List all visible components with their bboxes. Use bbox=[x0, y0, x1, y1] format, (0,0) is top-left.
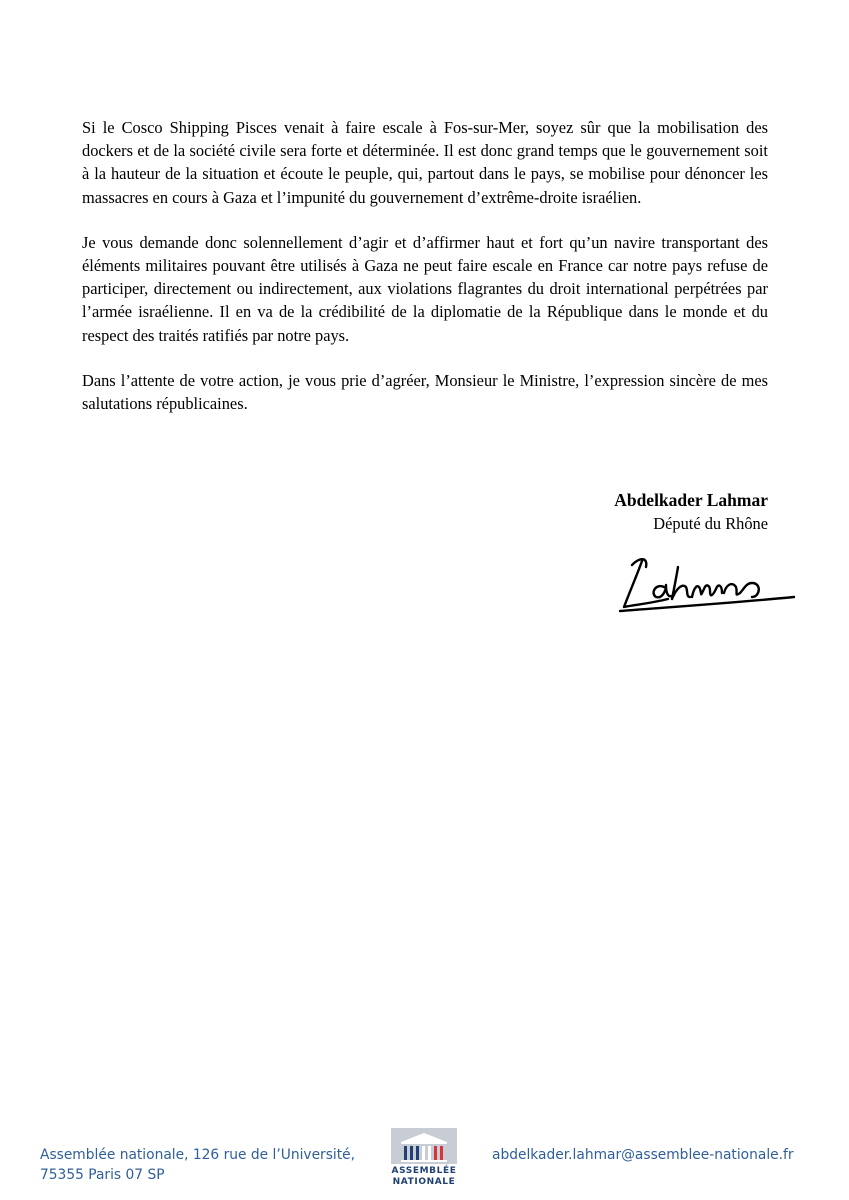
paragraph-salutations: Dans l’attente de votre action, je vous prie d’agréer, Monsieur le Ministre, l’expression sincère de mes salutations républicaines. bbox=[82, 370, 768, 414]
address-line-1: Assemblée nationale, 126 rue de l’Université, bbox=[40, 1147, 356, 1163]
footer-email[interactable]: abdelkader.lahmar@assemblee-nationale.fr bbox=[492, 1147, 794, 1163]
footer-address bbox=[40, 1145, 355, 1185]
handwritten-signature bbox=[612, 553, 797, 615]
logo-line-2: NATIONALE bbox=[392, 1177, 456, 1187]
signatory-role: Député du Rhône bbox=[653, 514, 768, 533]
signature-block bbox=[614, 488, 768, 536]
hemicycle-icon bbox=[391, 1128, 457, 1164]
paragraph-mobilisation: Si le Cosco Shipping Pisces venait à faire escale à Fos-sur-Mer, soyez sûr que la mobilisation des dockers et de la société civile sera forte et déterminée. Il est donc grand temps que le gouvernement soit à la hauteur de la situation et écoute le peuple, qui, partout dans le pays, se mobilise pour dénoncer les massacres en cours à Gaza et l’impunité du gouvernement d’extrême-droite israélien. bbox=[82, 118, 768, 207]
signatory-name: Abdelkader Lahmar bbox=[614, 490, 768, 510]
address-line-2: 75355 Paris 07 SP bbox=[40, 1167, 165, 1183]
letter-body bbox=[82, 116, 768, 437]
logo-line-1: ASSEMBLÉE bbox=[391, 1166, 457, 1176]
assemblee-nationale-logo bbox=[388, 1128, 460, 1194]
paragraph-demande: Je vous demande donc solennellement d’agir et d’affirmer haut et fort qu’un navire transportant des éléments militaires pouvant être utilisés à Gaza ne peut faire escale en France car notre pays refuse de participer, directement ou indirectement, aux violations flagrantes du droit international perpétrées par l’armée israélienne. Il en va de la crédibilité de la diplomatie de la République dans le monde et du respect des traités ratifiés par notre pays. bbox=[82, 232, 768, 345]
